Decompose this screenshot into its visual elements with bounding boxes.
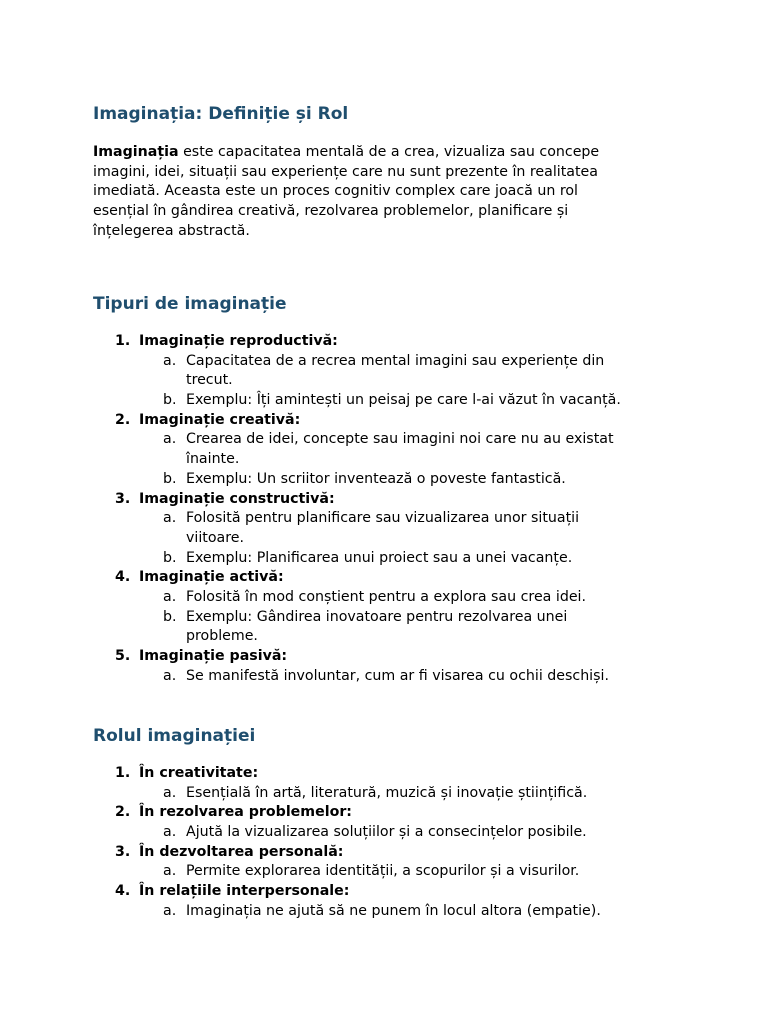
sub-item-letter: a. xyxy=(163,352,177,369)
sub-item xyxy=(0,667,768,687)
list-item-number: 2. xyxy=(115,804,131,821)
sub-item-text xyxy=(186,784,768,804)
list-item-label: Imaginație pasivă: xyxy=(139,648,288,664)
list-item-number: 1. xyxy=(115,765,131,781)
sub-item-line: trecut. xyxy=(186,372,233,389)
intro-line-2: imagini, idei, situații sau experiențe care nu sunt prezente în realitatea xyxy=(93,163,598,180)
sub-item-text xyxy=(186,902,768,922)
sub-item-text xyxy=(186,823,768,843)
list-item-label: Imaginație creativă: xyxy=(139,411,301,428)
intro-term: Imaginația xyxy=(93,144,179,160)
sub-item-letter: a. xyxy=(163,824,177,841)
sub-item-text xyxy=(186,470,768,490)
list-item xyxy=(0,882,768,902)
sub-item-letter: a. xyxy=(163,863,177,880)
types-heading: Tipuri de imaginație xyxy=(93,294,287,314)
sub-item-line: viitoare. xyxy=(186,529,244,546)
sub-item-line: Exemplu: Planificarea unui proiect sau a unei vacanțe. xyxy=(186,549,573,566)
sub-item xyxy=(0,509,768,548)
sub-item xyxy=(0,902,768,922)
sub-item-text xyxy=(186,549,768,569)
sub-item-letter: b. xyxy=(163,608,177,625)
list-item xyxy=(0,843,768,863)
sub-item-line: Exemplu: Un scriitor inventează o poveste fantastică. xyxy=(186,470,566,487)
sub-item-letter: a. xyxy=(163,431,177,448)
sub-item xyxy=(0,823,768,843)
intro-line-1 xyxy=(93,143,693,163)
sub-item-line: Crearea de idei, concepte sau imagini noi care nu au existat xyxy=(186,431,614,448)
sub-item-letter: b. xyxy=(163,549,177,566)
sub-item-letter: a. xyxy=(163,667,177,684)
sub-item xyxy=(0,470,768,490)
sub-item xyxy=(0,430,768,469)
list-item xyxy=(0,332,768,352)
sub-item xyxy=(0,352,768,391)
list-item-label: În rezolvarea problemelor: xyxy=(139,804,352,821)
sub-item xyxy=(0,784,768,804)
sub-item-text xyxy=(186,509,768,548)
sub-item-letter: a. xyxy=(163,902,177,919)
role-list xyxy=(0,764,768,922)
sub-item xyxy=(0,862,768,882)
sub-item-line: Imaginația ne ajută să ne punem în locul altora (empatie). xyxy=(186,902,601,919)
sub-item xyxy=(0,549,768,569)
sub-item-letter: a. xyxy=(163,784,177,801)
sub-item-text xyxy=(186,391,768,411)
sub-item-line: Exemplu: Îți amintești un peisaj pe care l-ai văzut în vacanță. xyxy=(186,392,621,409)
sub-item-line: Capacitatea de a recrea mental imagini sau experiențe din xyxy=(186,352,605,369)
intro-line-3: imediată. Aceasta este un proces cognitiv complex care joacă un rol xyxy=(93,183,578,200)
list-item xyxy=(0,490,768,510)
list-item-label: În dezvoltarea personală: xyxy=(139,843,344,860)
sub-item-letter: b. xyxy=(163,470,177,487)
sub-item-letter: a. xyxy=(163,510,177,527)
list-item-number: 2. xyxy=(115,411,131,428)
types-list xyxy=(0,332,768,686)
list-item-label: În relațiile interpersonale: xyxy=(139,883,350,900)
sub-item-text xyxy=(186,862,768,882)
list-item xyxy=(0,647,768,667)
list-item-number: 3. xyxy=(115,843,131,860)
list-item xyxy=(0,411,768,431)
intro-line-1-rest: este capacitatea mentală de a crea, vizualiza sau concepe xyxy=(178,144,600,160)
sub-item-line: Permite explorarea identității, a scopurilor și a visurilor. xyxy=(186,863,580,880)
sub-item-line: Ajută la vizualizarea soluțiilor și a consecințelor posibile. xyxy=(186,824,587,841)
list-item-number: 3. xyxy=(115,490,131,507)
list-item-label: Imaginație reproductivă: xyxy=(139,333,338,349)
list-item-number: 5. xyxy=(115,648,131,664)
sub-item-line: Folosită în mod conștient pentru a explora sau crea idei. xyxy=(186,588,587,605)
list-item xyxy=(0,803,768,823)
sub-item-line: înainte. xyxy=(186,451,240,468)
intro-line-5: înțelegerea abstractă. xyxy=(93,222,250,239)
sub-item-line: Esențială în artă, literatură, muzică și inovație științifică. xyxy=(186,784,588,801)
list-item xyxy=(0,764,768,784)
sub-item-letter: a. xyxy=(163,588,177,605)
sub-item-text xyxy=(186,588,768,608)
sub-item-text xyxy=(186,608,768,647)
sub-item-line: Se manifestă involuntar, cum ar fi visarea cu ochii deschiși. xyxy=(186,667,609,684)
list-item-label: Imaginație constructivă: xyxy=(139,490,335,507)
sub-item xyxy=(0,588,768,608)
role-heading: Rolul imaginației xyxy=(93,726,256,746)
list-item-number: 1. xyxy=(115,333,131,349)
intro-paragraph xyxy=(93,143,693,242)
sub-item xyxy=(0,391,768,411)
sub-item-text xyxy=(186,667,768,687)
list-item-label: Imaginație activă: xyxy=(139,569,284,586)
list-item-number: 4. xyxy=(115,569,131,586)
list-item-label: În creativitate: xyxy=(139,765,259,781)
sub-item-text xyxy=(186,430,768,469)
sub-item-text xyxy=(186,352,768,391)
sub-item xyxy=(0,608,768,647)
intro-line-4: esențial în gândirea creativă, rezolvarea problemelor, planificare și xyxy=(93,203,569,220)
list-item xyxy=(0,568,768,588)
list-item-number: 4. xyxy=(115,883,131,900)
sub-item-line: Folosită pentru planificare sau vizualizarea unor situații xyxy=(186,510,580,527)
sub-item-line: probleme. xyxy=(186,628,258,645)
sub-item-letter: b. xyxy=(163,392,177,409)
document-title: Imaginația: Definiție și Rol xyxy=(93,104,349,124)
sub-item-line: Exemplu: Gândirea inovatoare pentru rezolvarea unei xyxy=(186,608,568,625)
